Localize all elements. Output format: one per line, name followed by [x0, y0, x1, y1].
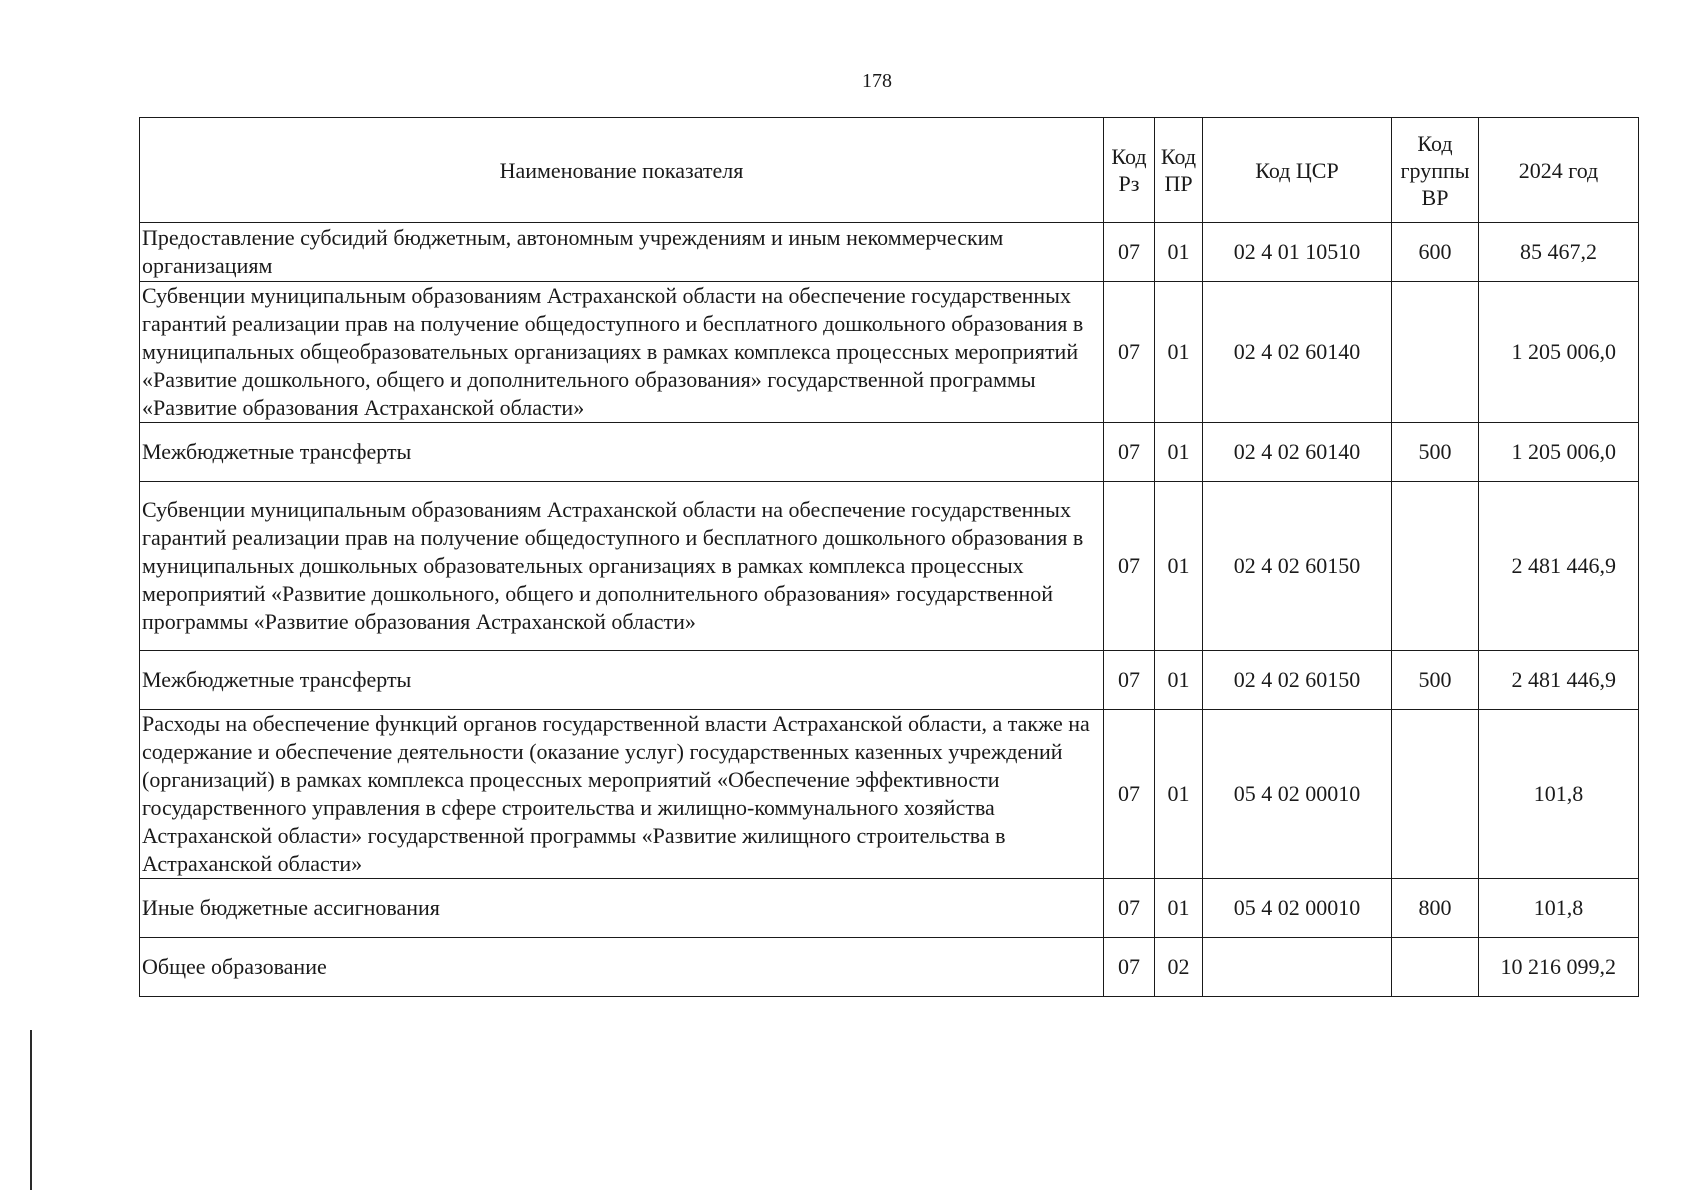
- row-name: Расходы на обеспечение функций органов государственной власти Астраханской области, а также на содержание и обеспечение деятельности (оказание услуг) государственных казенных учреждений (организаций) в рамках комплекса процессных мероприятий «Обеспечение эффективности государственного управления в сфере строительства и жилищно-коммунального хозяйства Астраханской области» государственной программы «Развитие жилищного строительства в Астраханской области»: [140, 710, 1104, 879]
- header-year: 2024 год: [1479, 118, 1639, 223]
- row-csr: 05 4 02 00010: [1203, 879, 1392, 938]
- row-amount: 1 205 006,0: [1479, 282, 1639, 423]
- row-rz: 07: [1104, 482, 1155, 651]
- row-vr: [1392, 282, 1479, 423]
- row-amount: 2 481 446,9: [1479, 482, 1639, 651]
- table-row: [140, 710, 1639, 879]
- row-csr: 05 4 02 00010: [1203, 710, 1392, 879]
- row-vr: 500: [1392, 423, 1479, 482]
- row-pr: 01: [1155, 710, 1203, 879]
- row-vr: 500: [1392, 651, 1479, 710]
- row-name: Субвенции муниципальным образованиям Астраханской области на обеспечение государственных гарантий реализации прав на получение общедоступного и бесплатного дошкольного образования в муниципальных дошкольных образовательных организациях в рамках комплекса процессных мероприятий «Развитие дошкольного, общего и дополнительного образования» государственной программы «Развитие образования Астраханской области»: [140, 482, 1104, 651]
- row-pr: 01: [1155, 482, 1203, 651]
- row-csr: 02 4 02 60140: [1203, 423, 1392, 482]
- row-amount: 2 481 446,9: [1479, 651, 1639, 710]
- table-row: [140, 938, 1639, 997]
- row-rz: 07: [1104, 223, 1155, 282]
- row-rz: 07: [1104, 651, 1155, 710]
- row-csr: 02 4 02 60140: [1203, 282, 1392, 423]
- table-row: [140, 482, 1639, 651]
- table-row: [140, 282, 1639, 423]
- row-vr: [1392, 482, 1479, 651]
- row-name: Межбюджетные трансферты: [140, 423, 1104, 482]
- row-rz: 07: [1104, 423, 1155, 482]
- row-vr: 600: [1392, 223, 1479, 282]
- row-amount: 101,8: [1479, 879, 1639, 938]
- row-pr: 01: [1155, 651, 1203, 710]
- row-name: Субвенции муниципальным образованиям Астраханской области на обеспечение государственных гарантий реализации прав на получение общедоступного и бесплатного дошкольного образования в муниципальных общеобразовательных организациях в рамках комплекса процессных мероприятий «Развитие дошкольного, общего и дополнительного образования» государственной программы «Развитие образования Астраханской области»: [140, 282, 1104, 423]
- row-rz: 07: [1104, 938, 1155, 997]
- row-name: Общее образование: [140, 938, 1104, 997]
- row-name: Предоставление субсидий бюджетным, автономным учреждениям и иным некоммерческим организациям: [140, 223, 1104, 282]
- budget-table: [139, 117, 1639, 997]
- row-csr: 02 4 02 60150: [1203, 651, 1392, 710]
- page-number: 178: [862, 70, 892, 92]
- row-vr: 800: [1392, 879, 1479, 938]
- row-pr: 01: [1155, 223, 1203, 282]
- row-csr: 02 4 01 10510: [1203, 223, 1392, 282]
- row-amount: 10 216 099,2: [1479, 938, 1639, 997]
- row-rz: 07: [1104, 710, 1155, 879]
- row-amount: 1 205 006,0: [1479, 423, 1639, 482]
- row-amount: 101,8: [1479, 710, 1639, 879]
- row-amount: 85 467,2: [1479, 223, 1639, 282]
- table-row: [140, 651, 1639, 710]
- table-row: [140, 423, 1639, 482]
- row-pr: 01: [1155, 282, 1203, 423]
- scan-margin-line: [30, 1030, 32, 1190]
- row-csr: [1203, 938, 1392, 997]
- row-vr: [1392, 938, 1479, 997]
- row-pr: 01: [1155, 423, 1203, 482]
- row-name: Иные бюджетные ассигнования: [140, 879, 1104, 938]
- row-pr: 02: [1155, 938, 1203, 997]
- row-rz: 07: [1104, 282, 1155, 423]
- table-header-row: [140, 118, 1639, 223]
- row-csr: 02 4 02 60150: [1203, 482, 1392, 651]
- row-vr: [1392, 710, 1479, 879]
- header-csr: Код ЦСР: [1203, 118, 1392, 223]
- row-name: Межбюджетные трансферты: [140, 651, 1104, 710]
- table-row: [140, 879, 1639, 938]
- table-row: [140, 223, 1639, 282]
- row-rz: 07: [1104, 879, 1155, 938]
- header-pr: Код ПР: [1155, 118, 1203, 223]
- row-pr: 01: [1155, 879, 1203, 938]
- header-vr: Код группы ВР: [1392, 118, 1479, 223]
- header-rz: Код Рз: [1104, 118, 1155, 223]
- header-name: Наименование показателя: [140, 118, 1104, 223]
